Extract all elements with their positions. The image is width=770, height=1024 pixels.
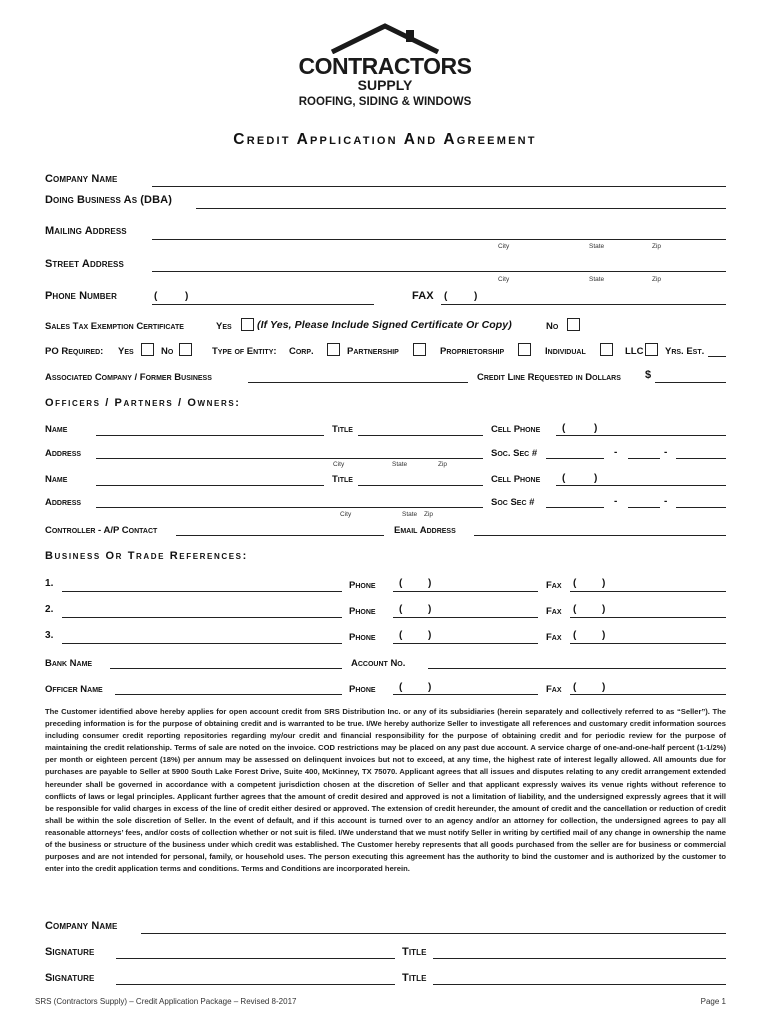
signature1-field[interactable] [116,958,395,959]
reference2-fax-label: Fax [546,606,562,617]
officer-name-field[interactable] [115,694,342,695]
dba-field[interactable] [196,208,726,209]
tax-exemption-label: Sales Tax Exemption Certificate [45,321,184,332]
officer2-address-field[interactable] [96,507,483,508]
paren-close: ) [602,578,606,589]
dash: - [664,447,668,458]
logo-line2: SUPPLY [357,77,413,93]
officer1-title-label: Title [332,424,353,435]
paren-open: ( [573,630,577,641]
company-name-label: Company Name [45,173,118,185]
reference2-phone-field[interactable] [393,617,538,618]
officer2-ssn-part3[interactable] [676,507,726,508]
llc-label: LLC [625,346,644,357]
paren-open: ( [154,291,158,302]
officer2-address-label: Address [45,497,82,508]
street-address-field[interactable] [152,271,726,272]
state-sublabel: State [589,276,605,283]
reference1-fax-field[interactable] [570,591,726,592]
officers-heading: Officers / Partners / Owners: [45,397,241,409]
account-no-label: Account No. [351,658,406,669]
paren-open: ( [562,473,566,484]
dash: - [614,496,618,507]
llc-checkbox[interactable] [645,343,658,356]
dash: - [664,496,668,507]
roof-icon [330,22,440,54]
paren-close: ) [594,423,598,434]
paren-open: ( [573,604,577,615]
individual-label: Individual [545,346,586,357]
proprietorship-label: Proprietorship [440,346,505,357]
officer2-ssn-part2[interactable] [628,507,660,508]
title1-field[interactable] [433,958,726,959]
email-label: Email Address [394,525,456,536]
individual-checkbox[interactable] [600,343,613,356]
officer1-ssn-part3[interactable] [676,458,726,459]
bank-name-label: Bank Name [45,658,93,669]
paren-close: ) [428,604,432,615]
officer-name-label: Officer Name [45,684,103,695]
street-address-label: Street Address [45,258,124,270]
reference3-fax-label: Fax [546,632,562,643]
page-title: Credit Application And Agreement [233,131,537,148]
yrs-est-label: Yrs. Est. [665,346,705,357]
officer1-cell-field[interactable] [556,435,726,436]
officer-fax-field[interactable] [570,694,726,695]
paren-close: ) [428,630,432,641]
state-sublabel: State [589,243,605,250]
officer1-cell-label: Cell Phone [491,424,541,435]
reference2-field[interactable] [62,617,342,618]
reference3-phone-field[interactable] [393,643,538,644]
credit-line-field[interactable] [655,382,726,383]
signature-company-label: Company Name [45,920,118,932]
partnership-checkbox[interactable] [413,343,426,356]
city-sublabel: City [333,461,345,468]
officer2-ssn-label: Soc Sec # [491,497,535,508]
paren-open: ( [562,423,566,434]
reference-number: 2. [45,604,54,615]
paren-close: ) [428,578,432,589]
state-sublabel: State [402,511,418,518]
tax-yes-label: Yes [216,321,232,332]
paren-close: ) [602,682,606,693]
signature2-label: Signature [45,972,95,984]
dba-label: Doing Business As (DBA) [45,194,172,206]
state-sublabel: State [392,461,408,468]
po-yes-checkbox[interactable] [141,343,154,356]
corp-checkbox[interactable] [327,343,340,356]
po-no-checkbox[interactable] [179,343,192,356]
officer2-ssn-part1[interactable] [546,507,604,508]
paren-open: ( [573,578,577,589]
paren-close: ) [602,630,606,641]
tax-no-checkbox[interactable] [567,318,580,331]
dollar-sign: $ [645,369,652,381]
officer1-ssn-label: Soc. Sec # [491,448,538,459]
zip-sublabel: Zip [424,511,434,518]
phone-number-label: Phone Number [45,290,117,302]
entity-type-label: Type of Entity: [212,346,277,357]
officer2-name-field[interactable] [96,485,324,486]
officer1-name-label: Name [45,424,68,435]
officer1-address-field[interactable] [96,458,483,459]
controller-field[interactable] [176,535,384,536]
title2-label: Title [402,972,427,984]
dash: - [614,447,618,458]
page-number: Page 1 [700,997,726,1006]
title2-field[interactable] [433,984,726,985]
paren-close: ) [474,291,478,302]
reference1-phone-label: Phone [349,580,376,591]
terms-paragraph: The Customer identified above hereby applies for open account credit from SRS Distribution Inc. or any of its subsidiaries (herein separately and collectively referred to as “Seller”). The preceding information is for the purpose of obtaining credit and is warranted to be true. I/We hereby authorize Seller to investigate all references and customary credit information sources including consumer credit reporting repositories regarding my/our credit and financial responsibility for the purpose of obtaining credit and for periodic review for the purpose of maintaining the credit relationship. Terms of sale are noted on the invoice. COD restrictions may be placed on any past due account. A service charge of one-and-one-half percent (1-1/2%) per month or eighteen percent (18%) per annum may be assessed on delinquent invoices but not to exceed, at any time, the highest rate of interest legally allowed. All amounts due for purchases are payable to Seller at 5900 South Lake Forest Drive, Suite 400, McKinney, TX 75070. Applicant agrees that all issues and disputes relating to any credit arrangement extended hereunder shall be governed in accordance with a competent jurisdiction chosen at the discretion of Seller and that applicant expressly waives its venue rights without reference to conflicts of laws or legal principles. Applicant further agrees that the amount of credit desired and approved is not a limitation of liability, and the undersigned expressly agrees that it will be responsible for valid charges in excess of the line of credit either desired or approved. The extension of credit hereunder, the amount of credit and the cancellation or reduction of credit shall be within the sole discretion of Seller. In the event of default, and if this account is turned over to an agency and/or an attorney for collection, the undersigned agrees to pay all reasonable attorneys’ fees, and/or costs of collection whether or not suit is filed. I/We understand that we must notify Seller in writing by certified mail of any change in ownership the name of the business or structure of the business under which credit was established. The Customer hereby represents that all goods purchased from the seller are for business or commercial purposes and are not intended for personal, family, or household uses. The person executing this agreement has the authority to bind the customer and is authorized by the customer to enter into the credit application terms and conditions. Terms and Conditions are incorporated herein. [45,707,726,874]
fax-label: FAX [412,290,434,302]
reference2-phone-label: Phone [349,606,376,617]
corp-label: Corp. [289,346,314,357]
paren-open: ( [573,682,577,693]
officer-phone-label: Phone [349,684,376,695]
po-yes-label: Yes [118,346,134,357]
tax-yes-checkbox[interactable] [241,318,254,331]
bank-name-field[interactable] [110,668,342,669]
zip-sublabel: Zip [438,461,448,468]
references-heading: Business Or Trade References: [45,550,248,562]
reference3-fax-field[interactable] [570,643,726,644]
paren-close: ) [602,604,606,615]
title1-label: Title [402,946,427,958]
officer1-ssn-part1[interactable] [546,458,604,459]
controller-label: Controller - A/P Contact [45,525,158,536]
paren-close: ) [428,682,432,693]
officer2-cell-field[interactable] [556,485,726,486]
email-field[interactable] [474,535,726,536]
mailing-address-label: Mailing Address [45,225,127,237]
paren-open: ( [444,291,448,302]
city-sublabel: City [498,276,510,283]
reference-number: 1. [45,578,54,589]
tax-no-label: No [546,321,559,332]
paren-close: ) [185,291,189,302]
credit-line-label: Credit Line Requested in Dollars [477,372,621,383]
company-name-field[interactable] [152,186,726,187]
officer-phone-field[interactable] [393,694,538,695]
logo-line1: CONTRACTORS [298,53,472,79]
partnership-label: Partnership [347,346,399,357]
officer2-title-field[interactable] [358,485,483,486]
officer1-address-label: Address [45,448,82,459]
logo-line3: ROOFING, SIDING & WINDOWS [298,96,472,108]
reference1-phone-field[interactable] [393,591,538,592]
tax-note: (If Yes, Please Include Signed Certificate Or Copy) [257,319,512,331]
fax-field[interactable] [441,304,726,305]
reference1-fax-label: Fax [546,580,562,591]
phone-number-field[interactable] [152,304,374,305]
officer1-ssn-part2[interactable] [628,458,660,459]
reference-number: 3. [45,630,54,641]
reference3-field[interactable] [62,643,342,644]
paren-open: ( [399,604,403,615]
officer-fax-label: Fax [546,684,562,695]
signature-company-field[interactable] [141,933,726,934]
yrs-est-field[interactable] [708,356,726,357]
paren-open: ( [399,682,403,693]
officer2-name-label: Name [45,474,68,485]
city-sublabel: City [340,511,352,518]
proprietorship-checkbox[interactable] [518,343,531,356]
reference3-phone-label: Phone [349,632,376,643]
officer2-cell-label: Cell Phone [491,474,541,485]
footer-revision: SRS (Contractors Supply) – Credit Application Package – Revised 8-2017 [35,997,297,1006]
city-sublabel: City [498,243,510,250]
officer1-title-field[interactable] [358,435,483,436]
signature2-field[interactable] [116,984,395,985]
paren-open: ( [399,630,403,641]
zip-sublabel: Zip [652,243,662,250]
officer1-name-field[interactable] [96,435,324,436]
officer2-title-label: Title [332,474,353,485]
po-required-label: PO Required: [45,346,104,357]
mailing-address-field[interactable] [152,239,726,240]
associated-company-label: Associated Company / Former Business [45,372,212,383]
reference1-field[interactable] [62,591,342,592]
signature1-label: Signature [45,946,95,958]
associated-company-field[interactable] [248,382,468,383]
paren-open: ( [399,578,403,589]
account-no-field[interactable] [428,668,726,669]
zip-sublabel: Zip [652,276,662,283]
paren-close: ) [594,473,598,484]
po-no-label: No [161,346,174,357]
reference2-fax-field[interactable] [570,617,726,618]
